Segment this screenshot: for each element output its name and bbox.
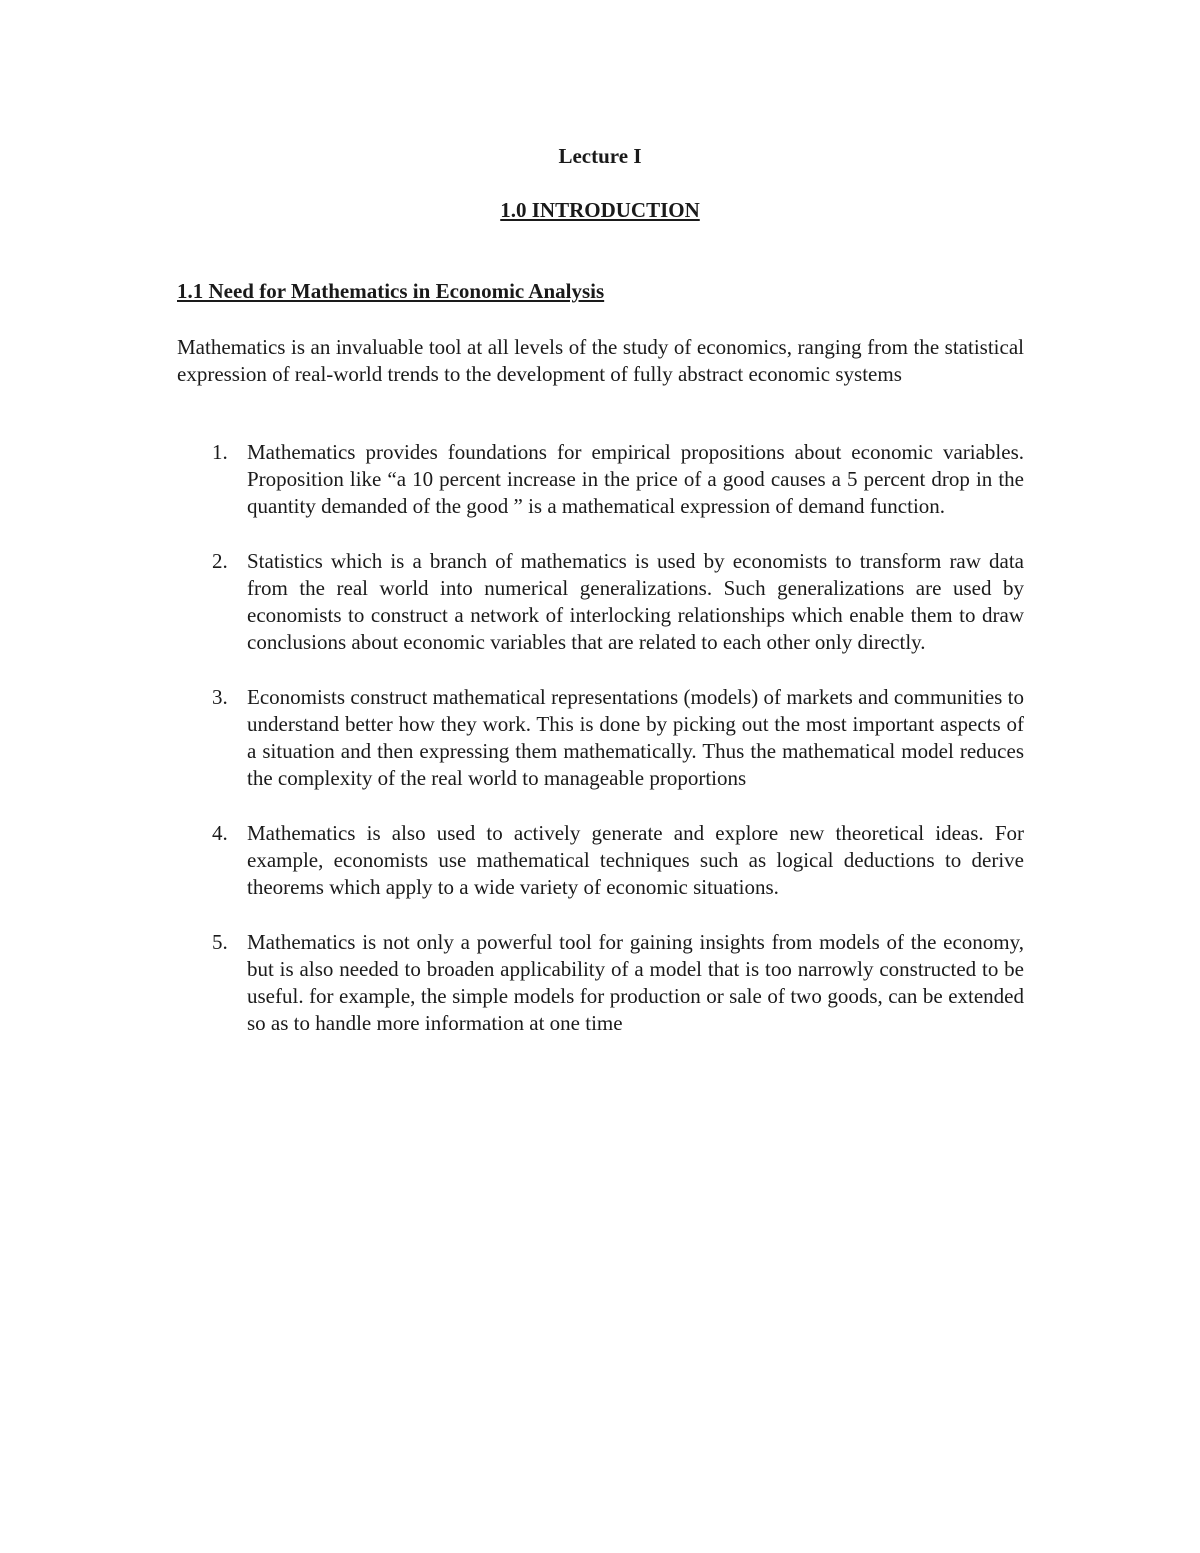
list-item-number: 4. bbox=[212, 821, 228, 845]
list-item-number: 5. bbox=[212, 930, 228, 954]
list-item-text: Statistics which is a branch of mathematics is used by economists to transform raw data from the real world into numerical generalizations. Such generalizations are used by economists to construct a network of interlocking relationships which enable them to draw conclusions about economic variables that are related to each other only directly. bbox=[247, 549, 1024, 654]
list-item bbox=[177, 929, 1024, 1037]
points-list bbox=[177, 439, 1024, 1065]
list-item-text: Mathematics provides foundations for empirical propositions about economic variables. Proposition like “a 10 percent increase in the price of a good causes a 5 percent drop in the quantity demanded of the good ” is a mathematical expression of demand function. bbox=[247, 440, 1024, 518]
list-item bbox=[177, 439, 1024, 520]
introduction-heading: 1.0 INTRODUCTION bbox=[500, 198, 700, 222]
list-item bbox=[177, 548, 1024, 656]
list-item bbox=[177, 684, 1024, 792]
list-item-number: 2. bbox=[212, 549, 228, 573]
list-item-text: Mathematics is also used to actively generate and explore new theoretical ideas. For example, economists use mathematical techniques such as logical deductions to derive theorems which apply to a wide variety of economic situations. bbox=[247, 821, 1024, 899]
list-item-number: 1. bbox=[212, 440, 228, 464]
intro-paragraph: Mathematics is an invaluable tool at all levels of the study of economics, ranging from the statistical expression of real-world trends to the development of fully abstract economic systems bbox=[177, 335, 1024, 386]
list-item-text: Mathematics is not only a powerful tool for gaining insights from models of the economy, but is also needed to broaden applicability of a model that is too narrowly constructed to be useful. for example, the simple models for production or sale of two goods, can be extended so as to handle more information at one time bbox=[247, 930, 1024, 1035]
lecture-title: Lecture I bbox=[558, 144, 642, 168]
list-item-text: Economists construct mathematical representations (models) of markets and communities to understand better how they work. This is done by picking out the most important aspects of a situation and then expressing them mathematically. Thus the mathematical model reduces the complexity of the real world to manageable proportions bbox=[247, 685, 1024, 790]
list-item bbox=[177, 820, 1024, 901]
list-item-number: 3. bbox=[212, 685, 228, 709]
section-heading: 1.1 Need for Mathematics in Economic Analysis bbox=[177, 279, 605, 303]
